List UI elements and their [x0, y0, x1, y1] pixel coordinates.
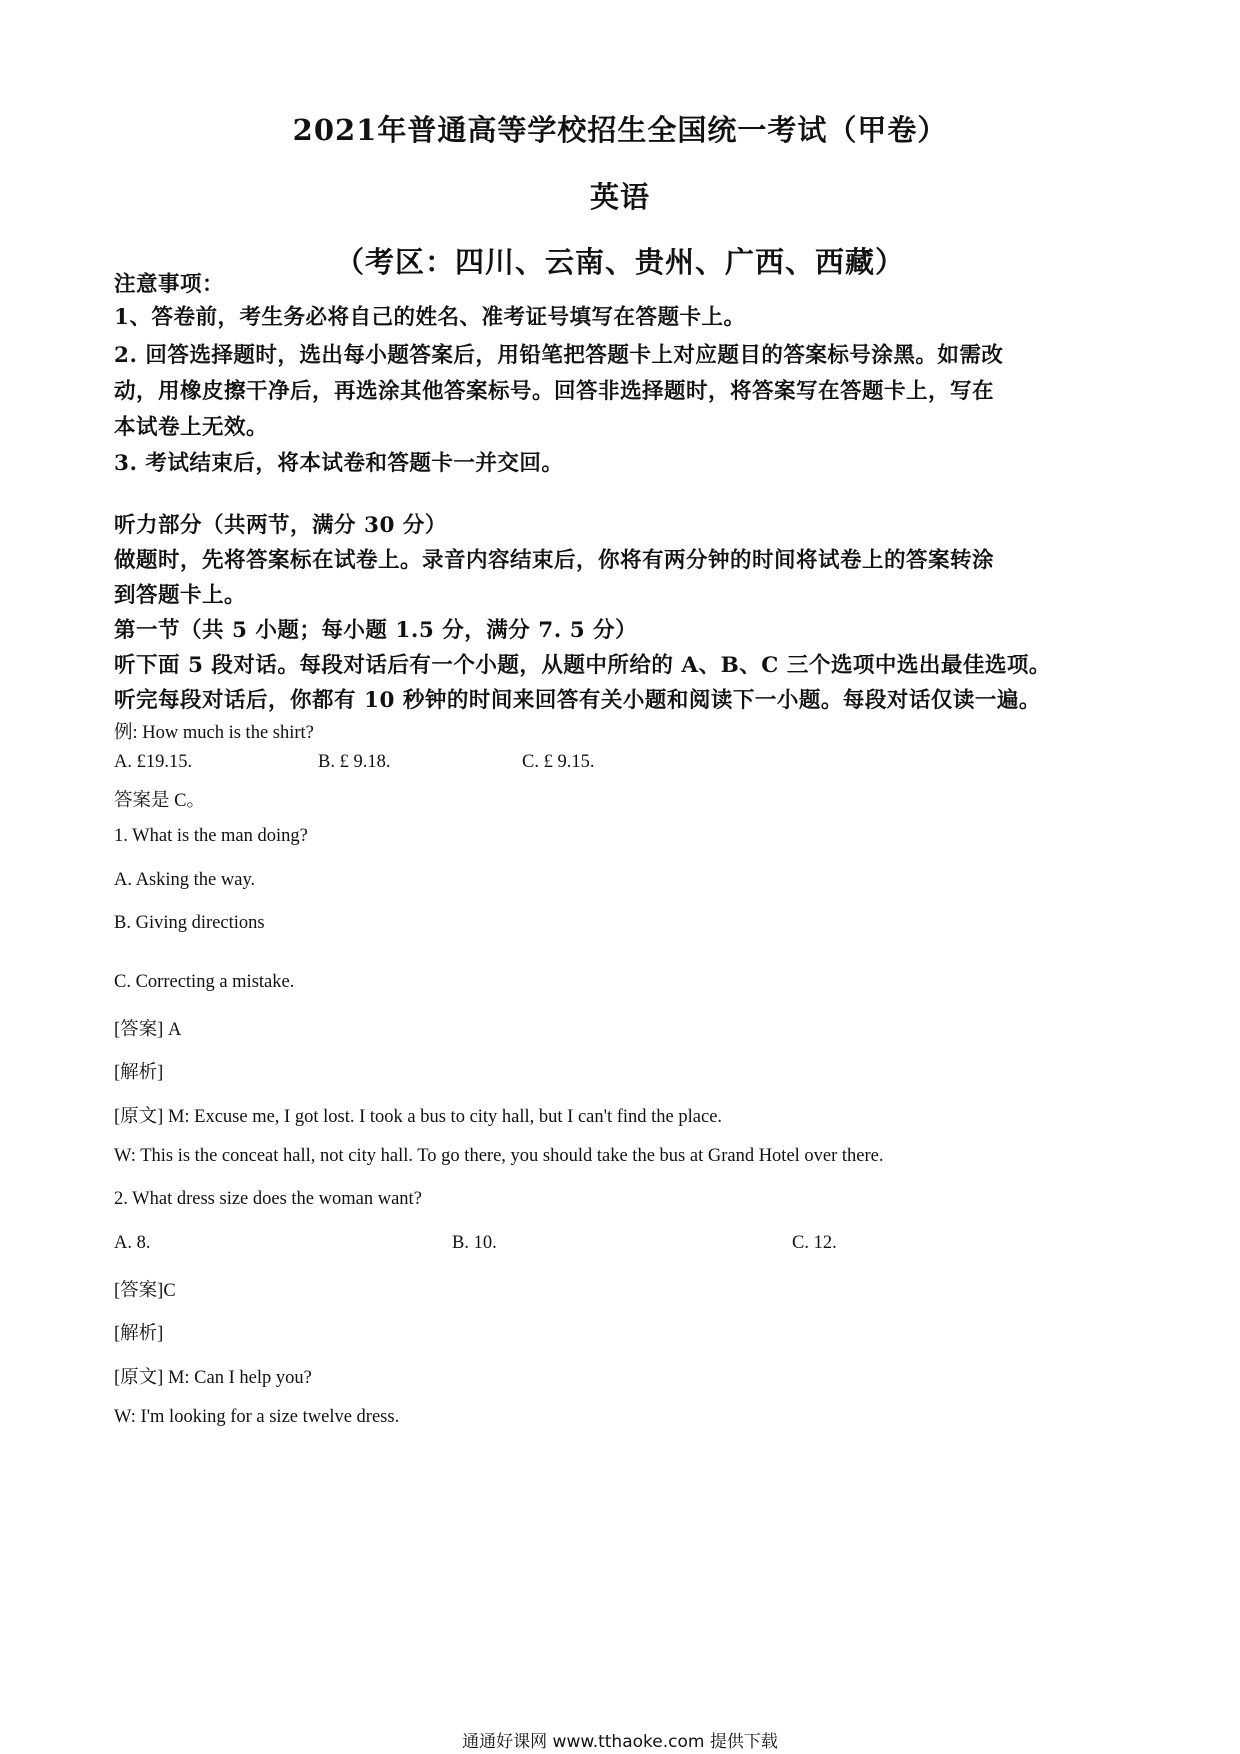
q2-option-c: C. 12.	[792, 1233, 837, 1253]
section-1-instruction-line-2: 听完每段对话后，你都有 10 秒钟的时间来回答有关小题和阅读下一小题。每段对话仅读一遍。	[114, 688, 1041, 713]
q1-question: 1. What is the man doing?	[114, 826, 308, 846]
listening-instruction-line-2: 到答题卡上。	[114, 583, 247, 608]
notice-item-2-line-3: 本试卷上无效。	[114, 415, 269, 440]
footer-download-notice: 通通好课网 www.tthaoke.com 提供下载	[462, 1732, 778, 1752]
q1-analysis: [解析]	[114, 1063, 164, 1083]
q1-option-c: C. Correcting a mistake.	[114, 972, 295, 992]
notice-item-3: 3. 考试结束后，将本试卷和答题卡一并交回。	[114, 451, 564, 476]
q1-option-b: B. Giving directions	[114, 913, 265, 933]
q2-option-a: A. 8.	[114, 1233, 151, 1253]
example-option-c: C. £ 9.15.	[522, 752, 595, 772]
notice-item-2-line-1: 2. 回答选择题时，选出每小题答案后，用铅笔把答题卡上对应题目的答案标号涂黑。如需改	[114, 343, 1004, 368]
q2-option-b: B. 10.	[452, 1233, 497, 1253]
example-answer: 答案是 C。	[114, 791, 205, 811]
example-question: 例: How much is the shirt?	[114, 723, 314, 743]
q2-analysis: [解析]	[114, 1324, 164, 1344]
example-option-a: A. £19.15.	[114, 752, 193, 772]
example-option-b: B. £ 9.18.	[318, 752, 391, 772]
exam-subject: 英语	[589, 180, 650, 214]
section-1-instruction-line-1: 听下面 5 段对话。每段对话后有一个小题，从题中所给的 A、B、C 三个选项中选出最佳选项。	[114, 653, 1051, 678]
q2-original-text: [原文] M: Can I help you?	[114, 1368, 312, 1388]
q1-original-text: [原文] M: Excuse me, I got lost. I took a bus to city hall, but I can't find the place.	[114, 1107, 723, 1127]
section-1-heading: 第一节（共 5 小题；每小题 1.5 分，满分 7. 5 分）	[114, 618, 638, 643]
q1-answer: [答案] A	[114, 1020, 182, 1040]
q2-dialog-woman: W: I'm looking for a size twelve dress.	[114, 1407, 400, 1427]
listening-instruction-line-1: 做题时，先将答案标在试卷上。录音内容结束后，你将有两分钟的时间将试卷上的答案转涂	[114, 548, 995, 573]
q2-question: 2. What dress size does the woman want?	[114, 1189, 422, 1209]
notice-item-1: 1、答卷前，考生务必将自己的姓名、准考证号填写在答题卡上。	[114, 305, 746, 330]
q2-answer: [答案]C	[114, 1281, 176, 1301]
notice-heading: 注意事项：	[114, 272, 225, 297]
notice-item-2-line-2: 动，用橡皮擦干净后，再选涂其他答案标号。回答非选择题时，将答案写在答题卡上，写在	[114, 379, 995, 404]
listening-heading: 听力部分（共两节，满分 30 分）	[114, 513, 447, 538]
q1-option-a: A. Asking the way.	[114, 870, 256, 890]
q1-dialog-woman: W: This is the conceat hall, not city hall. To go there, you should take the bus at Grand Hotel over there.	[114, 1146, 884, 1166]
exam-regions: （考区：四川、云南、贵州、广西、西藏）	[334, 245, 905, 279]
exam-title: 2021年普通高等学校招生全国统一考试（甲卷）	[292, 113, 948, 147]
